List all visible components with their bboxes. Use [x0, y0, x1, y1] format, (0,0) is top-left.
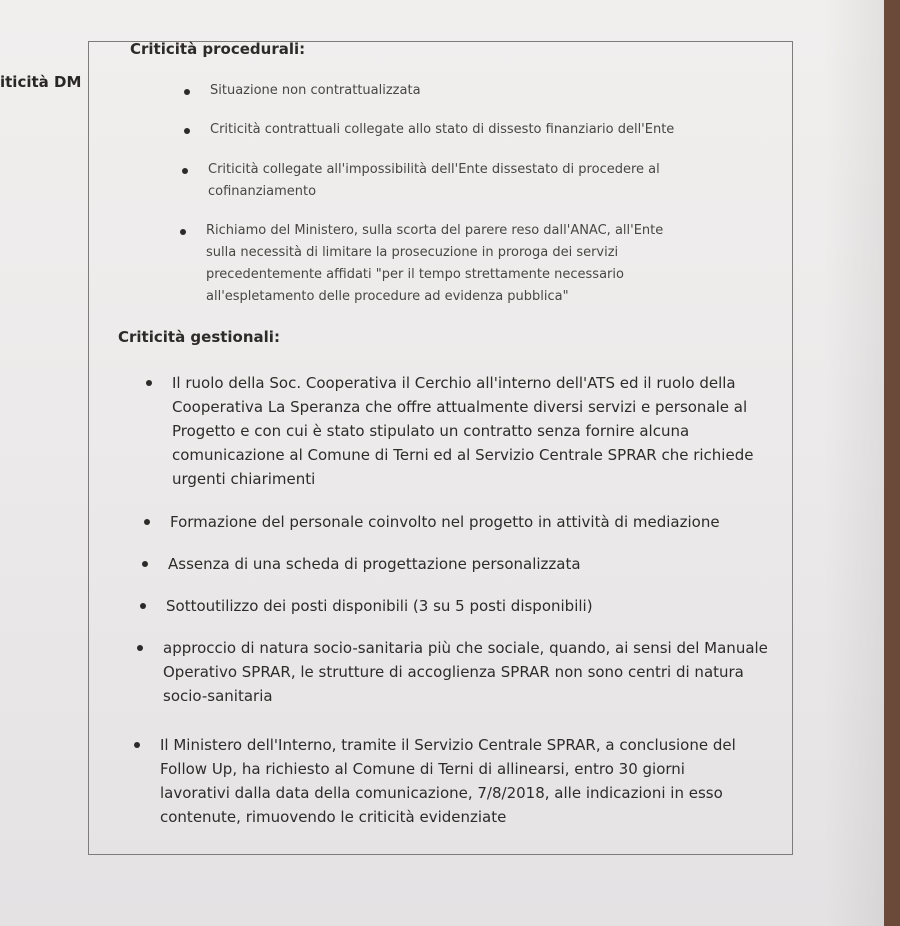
list-item-text: Il Ministero dell'Interno, tramite il Servizio Centrale SPRAR, a conclusione del Follow Up, ha richiesto al Comune di Terni di allinearsi, entro 30 giorni lavorativi dalla data della comunicazione, 7/8/2018, alle indicazioni in esso contenute, rimuovendo le criticità evidenziate [160, 736, 736, 826]
list-item [206, 220, 751, 308]
list-item-text: Sottoutilizzo dei posti disponibili (3 su 5 posti disponibili) [166, 597, 593, 615]
bullet-icon [134, 742, 140, 748]
managerial-heading: Criticità gestionali: [118, 328, 280, 346]
bullet-icon [140, 603, 146, 609]
procedural-heading: Criticità procedurali: [130, 40, 306, 58]
list-item-text: Criticità collegate all'impossibilità dell'Ente dissestato di procedere al cofinanziamento [208, 162, 660, 199]
list-item [166, 594, 766, 618]
bullet-icon [184, 128, 190, 134]
bullet-icon [180, 229, 186, 235]
list-item [208, 159, 753, 203]
list-item-text: Il ruolo della Soc. Cooperativa il Cerchio all'interno dell'ATS ed il ruolo della Cooperativa La Speranza che offre attualmente diversi servizi e personale al Progetto e con cui è stato stipulato un contratto senza fornire alcuna comunicazione al Comune di Terni ed al Servizio Centrale SPRAR che richiede urgenti chiarimenti [172, 374, 754, 488]
list-item-text: Situazione non contrattualizzata [210, 83, 421, 98]
bullet-icon [182, 168, 188, 174]
bullet-icon [137, 645, 143, 651]
list-item-text: Formazione del personale coinvolto nel progetto in attività di mediazione [170, 513, 720, 531]
list-item [170, 510, 770, 534]
list-item-text: approccio di natura socio-sanitaria più che sociale, quando, ai sensi del Manuale Operativo SPRAR, le strutture di accoglienza SPRAR non sono centri di natura socio-sanitaria [163, 639, 768, 705]
list-item [160, 733, 772, 829]
list-item-text: Criticità contrattuali collegate allo stato di dissesto finanziario dell'Ente [210, 122, 675, 137]
list-item-text: Assenza di una scheda di progettazione personalizzata [168, 555, 581, 573]
list-item [172, 371, 772, 491]
list-item-text: Richiamo del Ministero, sulla scorta del parere reso dall'ANAC, all'Ente sulla necessità di limitare la prosecuzione in proroga dei servizi precedentemente affidati "per il tempo strettamente necessario all'espletamento delle procedure ad evidenza pubblica" [206, 223, 664, 304]
list-item [210, 80, 750, 102]
bullet-icon [146, 380, 152, 386]
list-item [163, 636, 775, 708]
list-item [168, 552, 768, 576]
bullet-icon [142, 561, 148, 567]
bullet-icon [144, 519, 150, 525]
bullet-icon [184, 89, 190, 95]
side-section-label: iticità DM [0, 73, 82, 91]
list-item [210, 119, 755, 141]
